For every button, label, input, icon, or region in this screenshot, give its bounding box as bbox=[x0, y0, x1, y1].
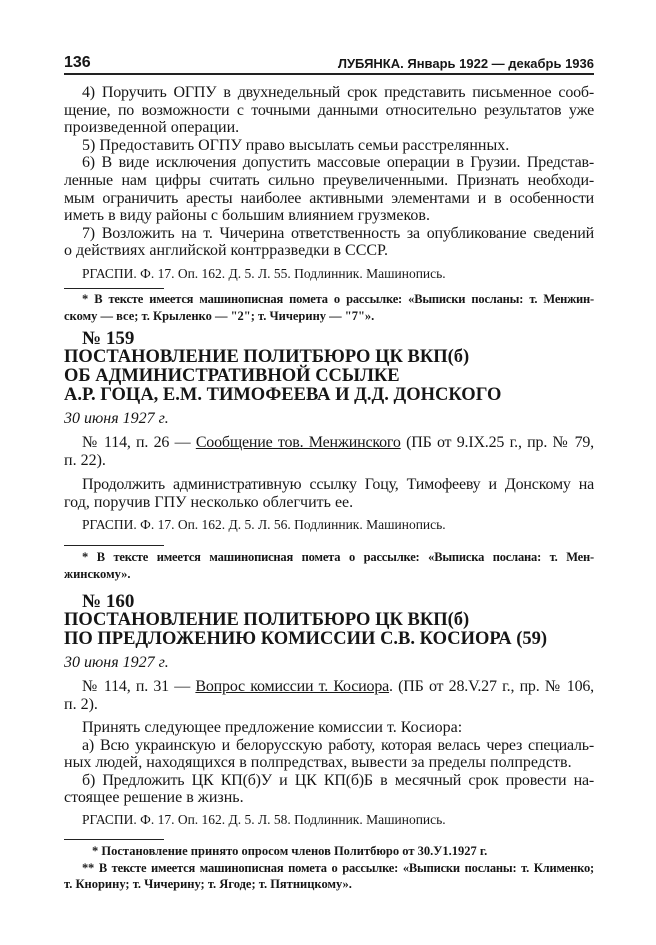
text-line: 6) В виде исключения допустить массовые операции в Грузии. Представ- bbox=[82, 154, 594, 172]
text-line: год, поручив ГПУ несколько облегчить ее. bbox=[64, 493, 354, 511]
footnote-line: * В тексте имеется машинописная помета о рассылке: «Выписки посланы: т. Менжин- bbox=[82, 292, 594, 306]
text-line: мым ограничить аресты наиболее активными элементами и в особенности bbox=[64, 189, 594, 207]
archive-reference: РГАСПИ. Ф. 17. Оп. 162. Д. 5. Л. 58. Подлинник. Машинопись. bbox=[82, 812, 446, 827]
text-line: 4) Поручить ОГПУ в двухнедельный срок представить письменное сооб- bbox=[82, 84, 594, 101]
document-159 bbox=[64, 329, 594, 405]
document-title-line: А.Р. ГОЦА, Е.М. ТИМОФЕЕВА И Д.Д. ДОНСКОГО bbox=[64, 385, 502, 405]
document-number: № 159 bbox=[82, 328, 135, 349]
text-line: п. 2). bbox=[64, 695, 98, 713]
item-5: 5) Предоставить ОГПУ право высылать семьи расстрелянных. bbox=[82, 136, 510, 154]
ref-prefix: № 114, п. 31 — bbox=[82, 678, 196, 695]
document-body bbox=[64, 719, 594, 807]
text-line: а) Всю украинскую и белорусскую работу, которая велась через специаль- bbox=[82, 736, 594, 754]
footnote bbox=[64, 549, 594, 582]
header-rule bbox=[64, 73, 594, 75]
text-line: 7) Возложить на т. Чичерина ответственность за опубликование сведений bbox=[82, 224, 594, 242]
document-title-line: ПО ПРЕДЛОЖЕНИЮ КОМИССИИ С.В. КОСИОРА (59) bbox=[64, 629, 548, 649]
text-line bbox=[64, 678, 594, 696]
running-title: ЛУБЯНКА. Январь 1922 — декабрь 1936 bbox=[337, 56, 594, 71]
protocol-reference bbox=[64, 678, 594, 713]
footnote-rule bbox=[64, 839, 164, 840]
document-title-line: ПОСТАНОВЛЕНИЕ ПОЛИТБЮРО ЦК ВКП(б) bbox=[64, 347, 470, 367]
document-title-line: ОБ АДМИНИСТРАТИВНОЙ ССЫЛКЕ bbox=[64, 366, 400, 386]
ref-prefix: № 114, п. 26 — bbox=[82, 434, 196, 451]
text-line: иметь в виду районы с большим влиянием грузмеков. bbox=[64, 207, 430, 225]
text-line: ных людей, находящихся в полпредствах, вывести за пределы полпредств. bbox=[64, 754, 572, 772]
footnote-rule bbox=[64, 288, 164, 289]
footnote-line: скому — все; т. Крыленко — "2"; т. Чичерину — "7"». bbox=[64, 308, 375, 323]
item-4 bbox=[64, 84, 594, 260]
text-line: Продолжить административную ссылку Гоцу, Тимофееву и Донскому на bbox=[82, 476, 594, 493]
ref-suffix: . (ПБ от 28.V.27 г., пр. № 106, bbox=[389, 678, 594, 695]
text-line: Принять следующее предложение комиссии т. Косиора: bbox=[82, 719, 463, 736]
page-number: 136 bbox=[64, 54, 91, 71]
text-line: б) Предложить ЦК КП(б)У и ЦК КП(б)Б в месячный срок провести на- bbox=[82, 771, 594, 789]
text-line: стоящее решение в жизнь. bbox=[64, 789, 244, 807]
document-number: № 160 bbox=[82, 591, 135, 612]
text-line bbox=[64, 434, 594, 452]
ref-subject: Вопрос комиссии т. Косиора bbox=[195, 678, 390, 695]
text-line: щение, по возможности с точными данными относительно результатов уже bbox=[64, 101, 594, 119]
document-body bbox=[64, 476, 594, 511]
archive-reference: РГАСПИ. Ф. 17. Оп. 162. Д. 5. Л. 55. Подлинник. Машинопись. bbox=[82, 266, 446, 281]
text-line: произведенной операции. bbox=[64, 119, 240, 137]
footnotes bbox=[64, 843, 594, 893]
text-line: о действиях английской контрразведки в СССР. bbox=[64, 242, 388, 260]
footnote bbox=[64, 291, 594, 324]
document-date: 30 июня 1927 г. bbox=[64, 410, 169, 427]
footnote-rule bbox=[64, 545, 164, 546]
document-160 bbox=[64, 592, 594, 649]
ref-suffix: (ПБ от 9.IX.25 г., пр. № 79, bbox=[400, 434, 594, 451]
footnote-line: ** В тексте имеется машинописная помета о рассылке: «Выписки посланы: т. Клименко; bbox=[82, 860, 594, 875]
footnote-line: * В тексте имеется машинописная помета о рассылке: «Выписка послана: т. Мен- bbox=[82, 550, 594, 564]
document-date: 30 июня 1927 г. bbox=[64, 654, 169, 671]
protocol-reference bbox=[64, 434, 594, 469]
text-line: п. 22). bbox=[64, 451, 106, 469]
footnote-line: т. Кнорину; т. Чичерину; т. Ягоде; т. Пятницкому». bbox=[64, 877, 352, 891]
document-title-line: ПОСТАНОВЛЕНИЕ ПОЛИТБЮРО ЦК ВКП(б) bbox=[64, 610, 470, 630]
text-line: ленные нам цифры считать сильно преувеличенными. Признать необходи- bbox=[64, 171, 594, 189]
footnote-line: жинскому». bbox=[64, 566, 131, 581]
archive-reference: РГАСПИ. Ф. 17. Оп. 162. Д. 5. Л. 56. Подлинник. Машинопись. bbox=[82, 517, 446, 532]
ref-subject: Сообщение тов. Менжинского bbox=[195, 434, 401, 451]
footnote-line: * Постановление принято опросом членов Политбюро от 30.У1.1927 г. bbox=[92, 844, 488, 858]
